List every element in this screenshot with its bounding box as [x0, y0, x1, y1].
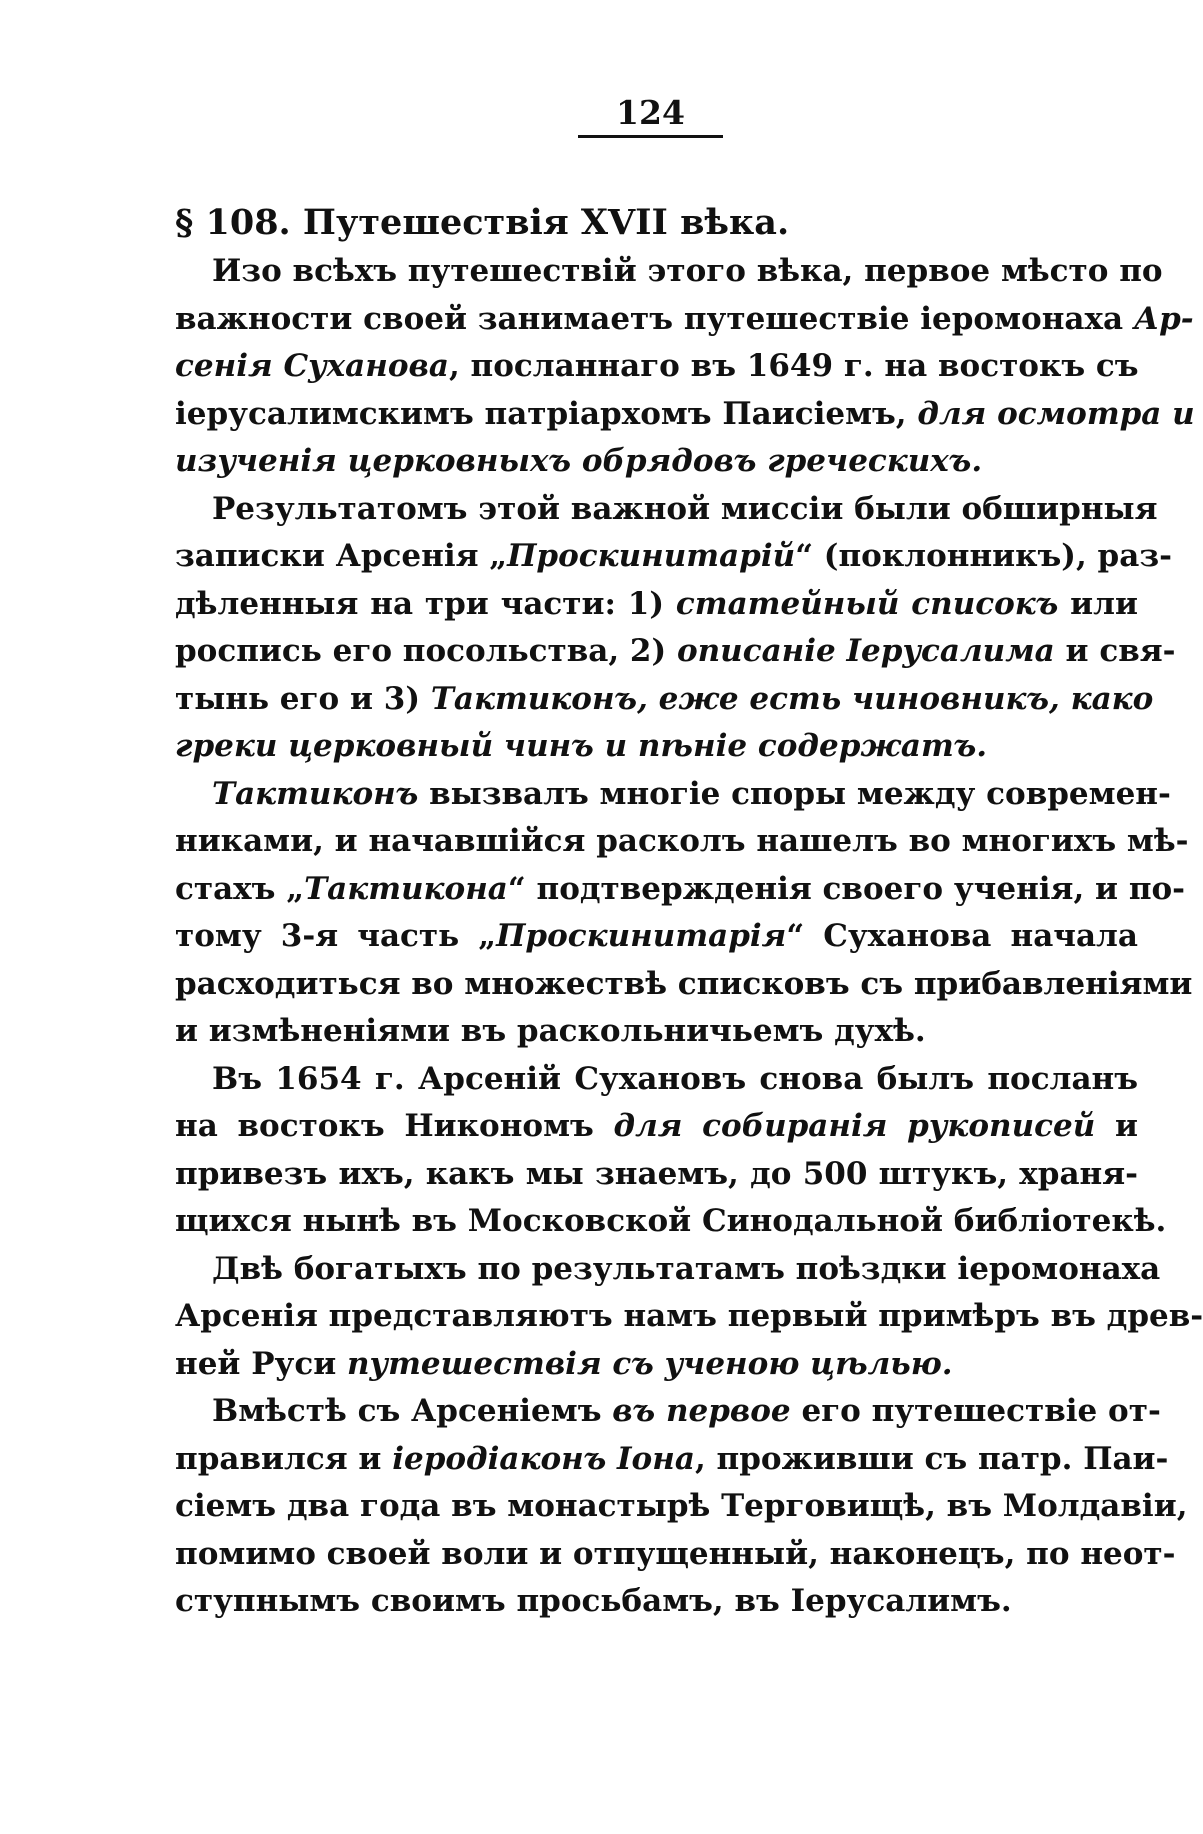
text-run: Результатомъ этой важной миссіи были обширныя [212, 490, 1158, 527]
text-run: расходиться во множествѣ списковъ съ прибавленіями [175, 965, 1193, 1002]
paragraph [175, 1056, 1167, 1246]
text-run: ступнымъ своимъ просьбамъ, въ Іерусалимъ. [175, 1583, 1012, 1619]
paragraph [175, 1246, 1203, 1389]
text-run: привезъ ихъ, какъ мы знаемъ, до 500 штукъ, храня- [175, 1155, 1138, 1192]
text-line [175, 723, 1138, 771]
italic-run: сенія Суханова [175, 348, 449, 384]
text-line [175, 866, 1186, 914]
italic-run: греки церковный чинъ и пѣніе содержатъ. [175, 728, 988, 764]
text-run: Двѣ богатыхъ по результатамъ поѣздки іеромонаха [212, 1250, 1161, 1287]
text-line [175, 438, 1138, 486]
italic-run: для собиранія рукописей [613, 1108, 1096, 1144]
text-line [175, 1008, 1138, 1056]
text-line [175, 1341, 1138, 1389]
paragraph [175, 486, 1176, 771]
text-run: іерусалимскимъ патріархомъ Паисіемъ, [175, 395, 918, 432]
italic-run: Проскинитарій [507, 538, 796, 574]
text-line [175, 581, 1138, 629]
text-run: дѣленныя на три части: 1) [175, 585, 676, 622]
text-line [175, 676, 1154, 724]
text-run: на востокъ Никономъ [175, 1108, 614, 1144]
italic-run: іеродіаконъ Іона [392, 1440, 695, 1477]
text-run: вызвалъ многіе споры между современ- [418, 775, 1171, 812]
paragraph [175, 248, 1195, 486]
text-line [175, 818, 1189, 866]
text-run: и измѣненіями въ раскольничьемъ духѣ. [175, 1013, 926, 1049]
text-line [175, 391, 1195, 439]
text-run: стахъ „ [175, 870, 305, 907]
text-line [175, 1103, 1138, 1151]
text-run: Вмѣстѣ съ Арсеніемъ [212, 1393, 613, 1429]
text-run: никами, и начавшійся расколъ нашелъ во многихъ мѣ- [175, 823, 1189, 859]
text-run: щихся нынѣ въ Московской Синодальной библіотекѣ. [175, 1203, 1167, 1239]
italic-run: изученія церковныхъ обрядовъ греческихъ. [175, 443, 983, 479]
text-run: его путешествіе от- [790, 1393, 1161, 1429]
text-run: важности своей занимаетъ путешествіе іеромонаха [175, 300, 1134, 337]
text-run: и [1095, 1108, 1138, 1144]
italic-run: статейный списокъ [675, 585, 1059, 622]
text-line [175, 1151, 1138, 1199]
text-run: роспись его посольства, 2) [175, 633, 677, 669]
italic-run: Тактиконъ, еже есть чиновникъ, како [430, 680, 1154, 717]
text-line [175, 248, 1163, 296]
text-line [175, 533, 1172, 581]
text-line [175, 1483, 1188, 1531]
italic-run: Тактикона [304, 870, 508, 907]
italic-run: Проскинитарія [496, 918, 787, 954]
text-run: правился и [175, 1440, 393, 1477]
text-run: сіемъ два года въ монастырѣ Терговищѣ, въ Молдавіи, [175, 1488, 1188, 1524]
section-heading: § 108. Путешествія XVII вѣка. [175, 202, 790, 243]
text-line [175, 1198, 1167, 1246]
text-line [175, 1246, 1161, 1294]
text-run: тынь его и 3) [175, 680, 431, 717]
text-line [175, 343, 1138, 391]
italic-run: Ар- [1133, 300, 1194, 337]
text-run: или [1058, 585, 1139, 622]
text-line [175, 771, 1171, 819]
text-run: Арсенія представляютъ намъ первый примѣръ въ древ- [175, 1298, 1203, 1334]
text-body [175, 198, 1203, 1626]
text-run: , посланнаго въ 1649 г. на востокъ съ [448, 348, 1139, 384]
italic-run: въ первое [612, 1393, 791, 1429]
text-run: Въ 1654 г. Арсеній Сухановъ снова былъ посланъ [212, 1060, 1138, 1097]
text-run: , проживши съ патр. Паи- [694, 1440, 1169, 1477]
text-line [175, 1388, 1161, 1436]
text-run: “ (поклонникъ), раз- [795, 538, 1172, 574]
text-line [175, 1436, 1169, 1484]
paragraphs [175, 248, 1203, 1626]
italic-run: путешествія съ ученою цѣлью. [347, 1345, 953, 1382]
text-line [175, 628, 1176, 676]
text-line [175, 1578, 1138, 1626]
text-run: Изо всѣхъ путешествій этого вѣка, первое мѣсто по [212, 253, 1163, 289]
paragraph [175, 771, 1193, 1056]
text-run: помимо своей воли и отпущенный, наконецъ, по неот- [175, 1535, 1176, 1572]
text-run: “ подтвержденія своего ученія, и по- [507, 870, 1186, 907]
page-number: 124 [578, 95, 723, 138]
italic-run: описаніе Іерусалима [676, 633, 1055, 669]
italic-run: для осмотра и [917, 395, 1195, 432]
text-run: тому 3-я часть „ [175, 918, 497, 954]
text-line [175, 961, 1193, 1009]
text-line [175, 1293, 1203, 1341]
text-run: и свя- [1054, 633, 1176, 669]
paragraph [175, 1388, 1188, 1626]
italic-run: Тактиконъ [212, 775, 419, 812]
text-line [175, 1531, 1176, 1579]
text-run: “ Суханова начала [786, 918, 1139, 954]
text-line [175, 296, 1194, 344]
text-line [175, 486, 1158, 534]
text-run: записки Арсенія „ [175, 538, 508, 574]
text-line [175, 913, 1138, 961]
text-line [175, 1056, 1138, 1104]
text-run: ней Руси [175, 1345, 348, 1382]
